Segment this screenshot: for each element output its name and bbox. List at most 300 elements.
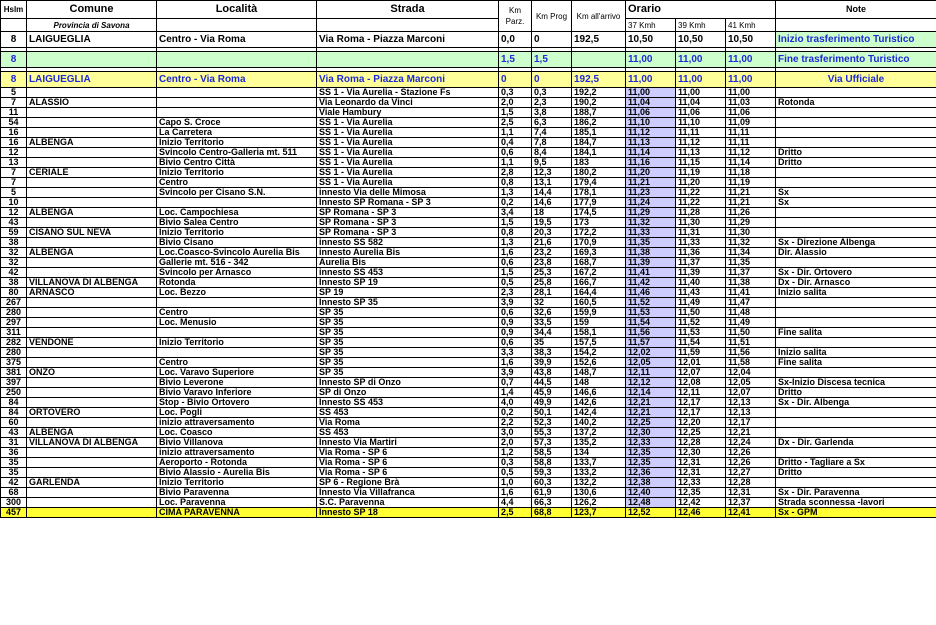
km-parz-cell: 0,6 [499,148,532,158]
comune-cell: ALBENGA [27,428,157,438]
km-parz-cell: 0,9 [499,328,532,338]
km-arrivo-cell: 134 [572,448,626,458]
strada-cell: SS 1 - Via Aurelia [317,168,499,178]
km-parz-cell: 1,3 [499,188,532,198]
km-parz-cell: 1,1 [499,158,532,168]
time-41-cell: 12,17 [726,418,776,428]
localita-cell: Bivio Cisano [157,238,317,248]
hslm-cell: 16 [1,128,27,138]
km-parz-cell: 2,0 [499,438,532,448]
note-cell: Sx - GPM [776,508,936,518]
km-parz-cell: 2,0 [499,98,532,108]
header-strada: Strada [317,1,499,19]
hslm-cell: 381 [1,368,27,378]
time-39-cell: 11,12 [676,138,726,148]
km-prog-cell: 14,6 [532,198,572,208]
comune-cell [27,348,157,358]
table-row [1,328,936,338]
localita-cell: Inizio Territorio [157,138,317,148]
time-41-cell: 11,09 [726,118,776,128]
strada-cell: SP 35 [317,328,499,338]
km-prog-cell: 23,2 [532,248,572,258]
time-41-cell: 11,34 [726,248,776,258]
time-37-cell: 11,52 [626,298,676,308]
table-row [1,188,936,198]
time-39-cell: 10,50 [676,32,726,48]
localita-cell: Loc.Coasco-Svincolo Aurelia Bis [157,248,317,258]
strada-cell: innesto SS 453 [317,268,499,278]
hslm-cell: 297 [1,318,27,328]
note-cell [776,478,936,488]
time-41-cell: 11,00 [726,72,776,88]
time-41-cell: 11,51 [726,338,776,348]
time-37-cell: 12,33 [626,438,676,448]
time-41-cell: 12,04 [726,368,776,378]
comune-cell [27,298,157,308]
strada-cell: S.C. Paravenna [317,498,499,508]
comune-cell [27,108,157,118]
strada-cell: SP 35 [317,318,499,328]
km-arrivo-cell: 166,7 [572,278,626,288]
localita-cell: Svincolo per Arnasco [157,268,317,278]
km-parz-cell: 0 [499,72,532,88]
km-prog-cell: 0,3 [532,88,572,98]
hslm-cell: 42 [1,478,27,488]
strada-cell: innesto SS 582 [317,238,499,248]
comune-cell [27,88,157,98]
time-39-cell: 11,43 [676,288,726,298]
strada-cell: SP 6 - Regione Brà [317,478,499,488]
time-39-cell: 12,46 [676,508,726,518]
table-row [1,148,936,158]
note-cell [776,408,936,418]
hslm-cell: 10 [1,198,27,208]
hslm-cell: 35 [1,458,27,468]
time-39-cell: 11,19 [676,168,726,178]
strada-cell: Innesto SP Romana - SP 3 [317,198,499,208]
hslm-cell: 84 [1,398,27,408]
time-39-cell: 11,11 [676,128,726,138]
km-parz-cell: 1,5 [499,108,532,118]
km-parz-cell: 0,0 [499,32,532,48]
localita-cell: Centro [157,358,317,368]
km-arrivo-cell: 154,2 [572,348,626,358]
localita-cell: Loc. Campochiesa [157,208,317,218]
time-41-cell: 11,21 [726,188,776,198]
localita-cell: CIMA PARAVENNA [157,508,317,518]
km-prog-cell: 0 [532,32,572,48]
time-39-cell: 11,59 [676,348,726,358]
km-parz-cell: 3,0 [499,428,532,438]
time-37-cell: 12,35 [626,448,676,458]
note-cell [776,298,936,308]
table-row [1,388,936,398]
localita-cell: Loc. Varavo Superiore [157,368,317,378]
note-cell [776,318,936,328]
time-39-cell: 11,53 [676,328,726,338]
km-parz-cell: 0,2 [499,198,532,208]
km-prog-cell: 1,5 [532,52,572,68]
strada-cell: SP di Onzo [317,388,499,398]
km-prog-cell: 25,3 [532,268,572,278]
hslm-cell: 300 [1,498,27,508]
strada-cell: innesto Via delle Mimosa [317,188,499,198]
km-arrivo-cell: 158,1 [572,328,626,338]
hslm-cell: 54 [1,118,27,128]
table-row [1,358,936,368]
comune-cell: CISANO SUL NEVA [27,228,157,238]
comune-cell [27,318,157,328]
table-row [1,478,936,488]
km-parz-cell: 0,7 [499,378,532,388]
comune-cell: ALBENGA [27,248,157,258]
note-cell [776,368,936,378]
time-41-cell: 11,00 [726,52,776,68]
table-row [1,198,936,208]
time-41-cell: 11,50 [726,328,776,338]
hslm-cell: 457 [1,508,27,518]
km-arrivo-cell: 192,5 [572,72,626,88]
time-41-cell: 11,37 [726,268,776,278]
header-note: Note [776,1,936,19]
header-row [1,1,936,19]
localita-cell: Bivio Centro Città [157,158,317,168]
strada-cell [317,52,499,68]
hslm-cell: 375 [1,358,27,368]
time-37-cell: 11,00 [626,72,676,88]
time-39-cell: 11,04 [676,98,726,108]
km-parz-cell: 0,6 [499,258,532,268]
header-km-arrivo: Km all'arrivo [572,1,626,32]
time-39-cell: 12,01 [676,358,726,368]
localita-cell [157,108,317,118]
note-cell [776,88,936,98]
km-prog-cell: 45,9 [532,388,572,398]
note-cell: Sx [776,188,936,198]
km-arrivo-cell: 157,5 [572,338,626,348]
time-39-cell: 11,31 [676,228,726,238]
time-37-cell: 12,05 [626,358,676,368]
note-cell [776,218,936,228]
comune-cell: CERIALE [27,168,157,178]
note-cell: Inizio salita [776,288,936,298]
time-41-cell: 11,29 [726,218,776,228]
km-parz-cell: 4,4 [499,498,532,508]
time-37-cell: 12,35 [626,458,676,468]
time-37-cell: 11,21 [626,178,676,188]
km-parz-cell: 1,6 [499,358,532,368]
header-speed-37: 37 Kmh [626,19,676,32]
time-39-cell: 11,22 [676,198,726,208]
time-41-cell: 12,37 [726,498,776,508]
km-arrivo-cell: 123,7 [572,508,626,518]
time-37-cell: 12,11 [626,368,676,378]
km-parz-cell: 0,8 [499,178,532,188]
time-41-cell: 11,00 [726,88,776,98]
km-prog-cell: 3,8 [532,108,572,118]
time-39-cell: 12,28 [676,438,726,448]
strada-cell: Innesto SP 19 [317,278,499,288]
km-parz-cell: 3,9 [499,368,532,378]
note-cell: Dx - Dir. Arnasco [776,278,936,288]
note-cell: Dritto [776,148,936,158]
strada-cell: Via Roma - Piazza Marconi [317,32,499,48]
km-arrivo-cell: 172,2 [572,228,626,238]
table-row [1,318,936,328]
time-39-cell: 11,00 [676,52,726,68]
time-37-cell: 11,46 [626,288,676,298]
time-37-cell: 11,14 [626,148,676,158]
time-37-cell: 11,20 [626,168,676,178]
strada-cell: Via Roma [317,418,499,428]
time-39-cell: 11,06 [676,108,726,118]
km-arrivo-cell: 188,7 [572,108,626,118]
note-cell: Dritto [776,468,936,478]
km-parz-cell: 0,2 [499,408,532,418]
header-km-prog: Km Prog [532,1,572,32]
time-39-cell: 11,54 [676,338,726,348]
localita-cell: Svincolo per Cisano S.N. [157,188,317,198]
comune-cell [27,418,157,428]
localita-cell [157,348,317,358]
time-41-cell: 11,30 [726,228,776,238]
strada-cell: SS 1 - Via Aurelia - Stazione Fs [317,88,499,98]
hslm-cell: 35 [1,468,27,478]
time-39-cell: 12,31 [676,468,726,478]
km-arrivo-cell: 168,7 [572,258,626,268]
km-arrivo-cell [572,52,626,68]
time-37-cell: 12,12 [626,378,676,388]
table-row [1,228,936,238]
localita-cell: Inizio Territorio [157,228,317,238]
subheader-row [1,19,936,32]
km-prog-cell: 50,1 [532,408,572,418]
time-41-cell: 11,21 [726,198,776,208]
note-cell: Dritto [776,158,936,168]
note-cell: Dx - Dir. Garlenda [776,438,936,448]
localita-cell: Bivio Alassio - Aurelia Bis [157,468,317,478]
km-prog-cell: 13,1 [532,178,572,188]
note-cell [776,168,936,178]
km-prog-cell: 35 [532,338,572,348]
hslm-cell: 80 [1,288,27,298]
time-39-cell: 11,15 [676,158,726,168]
km-prog-cell: 18 [532,208,572,218]
km-prog-cell: 6,3 [532,118,572,128]
localita-cell [157,52,317,68]
time-37-cell: 11,24 [626,198,676,208]
hslm-cell: 43 [1,218,27,228]
km-parz-cell: 1,3 [499,238,532,248]
km-prog-cell: 58,5 [532,448,572,458]
note-cell: Dritto [776,388,936,398]
note-cell [776,418,936,428]
time-37-cell: 12,02 [626,348,676,358]
km-arrivo-cell: 177,9 [572,198,626,208]
localita-cell [157,88,317,98]
km-prog-cell: 38,3 [532,348,572,358]
table-row [1,268,936,278]
localita-cell: Inizio Territorio [157,478,317,488]
km-arrivo-cell: 183 [572,158,626,168]
comune-cell [27,508,157,518]
km-prog-cell: 32,6 [532,308,572,318]
strada-cell: SS 1 - Via Aurelia [317,118,499,128]
summary-row [1,32,936,48]
km-parz-cell: 1,0 [499,478,532,488]
comune-cell [27,458,157,468]
localita-cell: Rotonda [157,278,317,288]
time-37-cell: 11,57 [626,338,676,348]
strada-cell: Innesto Via Villafranca [317,488,499,498]
header-comune: Comune [27,1,157,19]
km-prog-cell: 20,3 [532,228,572,238]
time-39-cell: 11,10 [676,118,726,128]
table-row [1,418,936,428]
time-37-cell: 11,39 [626,258,676,268]
km-parz-cell: 0,3 [499,458,532,468]
time-37-cell: 12,40 [626,488,676,498]
hslm-cell: 31 [1,438,27,448]
table-row [1,288,936,298]
comune-cell [27,52,157,68]
note-cell: Dritto - Tagliare a Sx [776,458,936,468]
km-parz-cell: 1,5 [499,52,532,68]
comune-cell [27,258,157,268]
note-cell [776,108,936,118]
time-39-cell: 11,28 [676,208,726,218]
time-39-cell: 11,00 [676,88,726,98]
time-39-cell: 12,11 [676,388,726,398]
time-37-cell: 11,54 [626,318,676,328]
table-row [1,468,936,478]
time-37-cell: 11,42 [626,278,676,288]
note-cell [776,308,936,318]
time-41-cell: 11,32 [726,238,776,248]
time-39-cell: 11,37 [676,258,726,268]
table-row [1,378,936,388]
km-parz-cell: 1,5 [499,268,532,278]
note-cell: Strada sconnessa -lavori [776,498,936,508]
km-arrivo-cell: 146,6 [572,388,626,398]
comune-cell [27,188,157,198]
km-parz-cell: 1,4 [499,388,532,398]
strada-cell: SS 1 - Via Aurelia [317,148,499,158]
time-41-cell: 11,38 [726,278,776,288]
comune-cell [27,218,157,228]
table-row [1,488,936,498]
strada-cell: Innesto SS 453 [317,398,499,408]
time-41-cell: 12,07 [726,388,776,398]
hslm-cell: 12 [1,148,27,158]
strada-cell: SP Romana - SP 3 [317,218,499,228]
localita-cell: Svincolo Centro-Galleria mt. 511 [157,148,317,158]
header-orario: Orario [626,1,776,19]
comune-cell [27,178,157,188]
comune-cell [27,118,157,128]
note-cell [776,448,936,458]
time-37-cell: 12,30 [626,428,676,438]
time-41-cell: 12,24 [726,438,776,448]
localita-cell: Stop - Bivio Ortovero [157,398,317,408]
time-39-cell: 12,35 [676,488,726,498]
note-cell: Sx-Inizio Discesa tecnica [776,378,936,388]
comune-cell [27,308,157,318]
km-prog-cell: 12,3 [532,168,572,178]
strada-cell: Innesto Via Martiri [317,438,499,448]
header-localita: Località [157,1,317,19]
km-arrivo-cell: 167,2 [572,268,626,278]
hslm-cell: 68 [1,488,27,498]
strada-cell: SP Romana - SP 3 [317,228,499,238]
comune-cell [27,128,157,138]
strada-cell: Aurelia Bis [317,258,499,268]
km-parz-cell: 0,9 [499,318,532,328]
table-row [1,118,936,128]
km-parz-cell: 0,5 [499,278,532,288]
table-row [1,238,936,248]
comune-cell: ALBENGA [27,138,157,148]
km-parz-cell: 0,6 [499,308,532,318]
time-37-cell: 11,33 [626,228,676,238]
comune-cell: LAIGUEGLIA [27,72,157,88]
table-row [1,298,936,308]
time-41-cell: 12,21 [726,428,776,438]
time-41-cell: 11,58 [726,358,776,368]
strada-cell: SP 35 [317,308,499,318]
time-39-cell: 11,20 [676,178,726,188]
km-arrivo-cell: 133,2 [572,468,626,478]
strada-cell: SS 453 [317,408,499,418]
note-cell: Sx - Direzione Albenga [776,238,936,248]
note-cell [776,228,936,238]
km-parz-cell: 3,3 [499,348,532,358]
strada-cell: SS 1 - Via Aurelia [317,138,499,148]
note-cell: Fine salita [776,358,936,368]
km-parz-cell: 3,4 [499,208,532,218]
localita-cell: Bivio Villanova [157,438,317,448]
hslm-cell: 5 [1,188,27,198]
localita-cell: Bivio Paravenna [157,488,317,498]
km-parz-cell: 4,0 [499,398,532,408]
note-cell: Inizio trasferimento Turistico [776,32,936,48]
time-39-cell: 12,31 [676,458,726,468]
subheader-blank-3 [317,19,499,32]
km-prog-cell: 14,4 [532,188,572,198]
km-prog-cell: 32 [532,298,572,308]
time-41-cell: 12,05 [726,378,776,388]
time-37-cell: 11,13 [626,138,676,148]
time-41-cell: 11,14 [726,158,776,168]
km-arrivo-cell: 169,3 [572,248,626,258]
time-37-cell: 12,14 [626,388,676,398]
strada-cell: SS 1 - Via Aurelia [317,128,499,138]
time-39-cell: 11,30 [676,218,726,228]
time-41-cell: 12,31 [726,488,776,498]
localita-cell: Loc. Coasco [157,428,317,438]
note-cell: Fine trasferimento Turistico [776,52,936,68]
km-prog-cell: 43,8 [532,368,572,378]
time-37-cell: 11,00 [626,52,676,68]
localita-cell: inizio attraversamento [157,418,317,428]
hslm-cell: 38 [1,278,27,288]
strada-cell: Via Leonardo da Vinci [317,98,499,108]
table-row [1,348,936,358]
comune-cell: VENDONE [27,338,157,348]
hslm-cell: 38 [1,238,27,248]
km-prog-cell: 19,5 [532,218,572,228]
localita-cell: Inizio Territorio [157,338,317,348]
